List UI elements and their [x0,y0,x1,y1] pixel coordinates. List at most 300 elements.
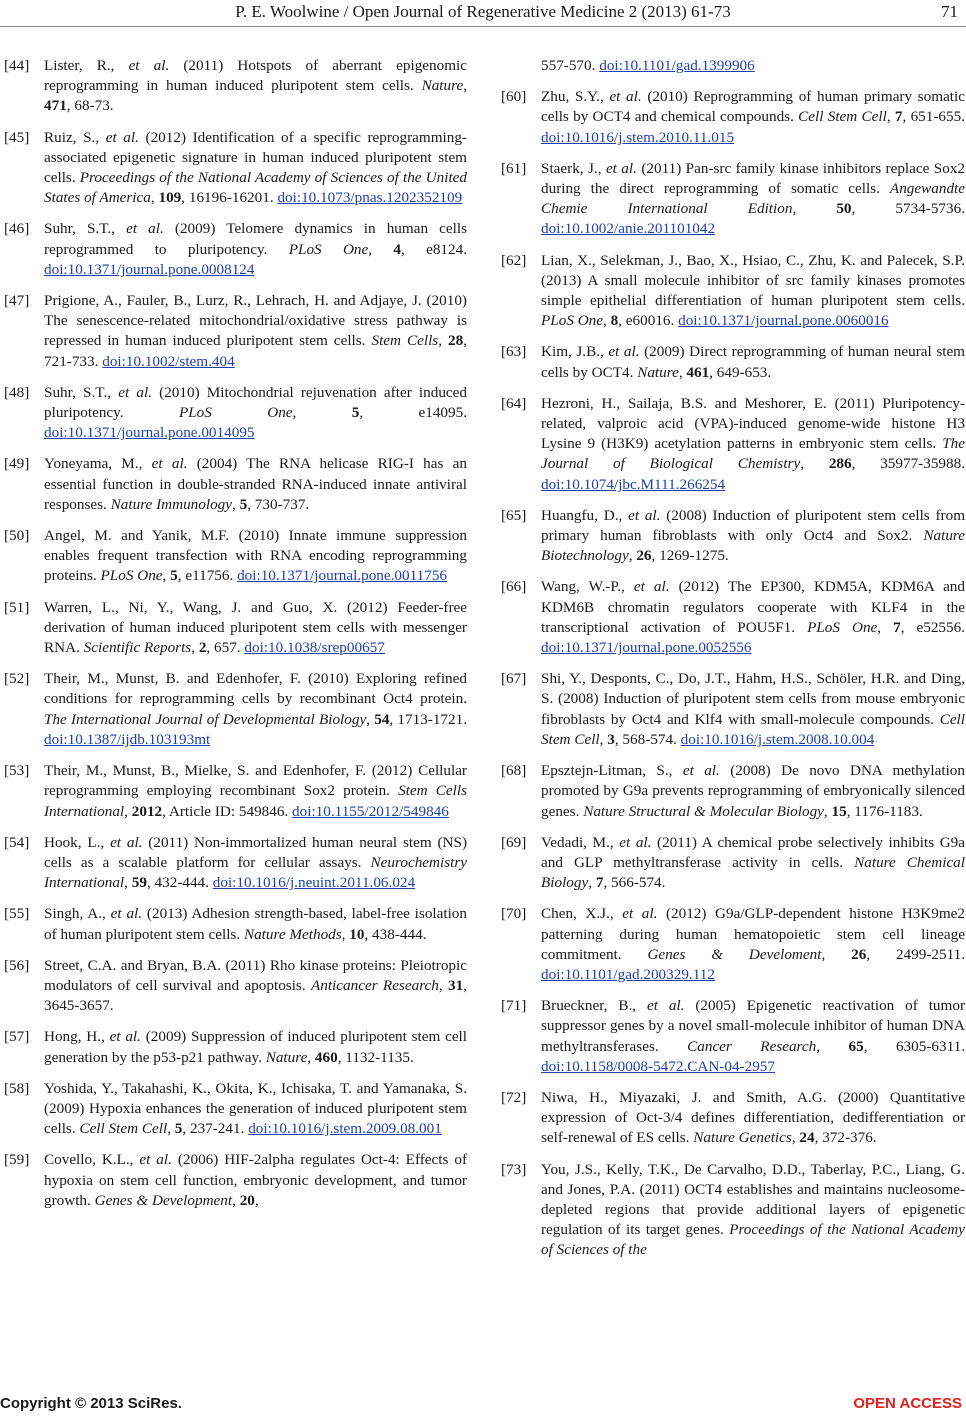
reference-text-segment: Staerk, J., [541,159,606,177]
doi-link[interactable]: doi:10.1387/ijdb.103193mt [44,730,211,748]
reference-number: [66] [501,578,527,596]
reference-text-segment: , 730-737. [247,495,310,513]
references-right-column [501,56,965,1272]
reference-entry [4,1079,467,1140]
journal-title: Angewandte Chemie International Edition [541,180,965,218]
journal-title: PLoS One [288,240,369,258]
reference-text-segment: , [800,455,829,473]
volume-number: 50 [836,200,852,218]
reference-text-segment: , [167,1120,175,1138]
reference-text [541,996,965,1077]
reference-number: [64] [501,394,527,412]
reference-number: [56] [4,956,30,974]
reference-text-segment: (2012) G9a/GLP-dependent histone H3K9me2 patterning during human hematopoietic stem cell lineage commitment. [541,905,965,963]
reference-text [44,56,467,117]
journal-title: The Journal of Biological Chemistry [541,435,965,473]
reference-entry [501,394,965,495]
doi-link[interactable]: doi:10.1371/journal.pone.0008124 [44,260,255,278]
reference-entry [501,1088,965,1149]
reference-number: [57] [4,1028,30,1046]
journal-title: et al. [110,905,143,923]
volume-number: 5 [351,404,360,422]
journal-title: et al. [646,997,685,1015]
journal-title: Genes & Development [94,1191,233,1209]
journal-title: et al. [622,905,658,923]
reference-text-segment: (2013) Adhesion strength-based, label-free isolation of human pluripotent stem cells. [44,905,467,943]
reference-text-segment: Singh, A., [44,905,111,923]
reference-entry [501,1160,965,1261]
journal-title: Nature [637,363,679,381]
reference-text-segment: , 438-444. [364,925,427,943]
reference-text-segment: , e52556. [900,618,965,636]
doi-link[interactable]: doi:10.1074/jbc.M111.266254 [541,475,726,493]
reference-entry [501,577,965,658]
volume-number: 471 [44,97,67,115]
journal-title: et al. [633,578,670,596]
reference-number: [51] [4,598,30,616]
reference-text-segment: , [816,1037,849,1055]
reference-number: [58] [4,1079,30,1097]
reference-entry [4,956,467,1017]
reference-text-segment: Kim, J.B., [541,343,609,361]
reference-text-segment: , [599,730,608,748]
doi-link[interactable]: doi:10.1073/pnas.1202352109 [277,189,463,207]
reference-text-segment: , [821,945,852,963]
journal-title: Cell Stem Cell [79,1120,168,1138]
reference-text-segment: (2010) Reprogramming of human primary somatic cells by OCT4 and chemical compounds. [541,88,965,126]
page-footer [0,1395,966,1417]
volume-number: 3 [607,730,615,748]
reference-entry [4,669,467,750]
journal-title: et al. [118,383,152,401]
journal-title: et al. [619,833,652,851]
reference-text-segment: , [886,108,895,126]
copyright-notice: Copyright © 2013 SciRes. [0,1395,182,1412]
reference-text-segment: Vedadi, M., [541,833,620,851]
reference-number: [65] [501,506,527,524]
journal-title: Stem Cells International [44,782,467,820]
doi-link[interactable]: doi:10.1016/j.stem.2010.11.015 [541,128,735,146]
volume-number: 5 [170,567,178,585]
reference-entry [4,291,467,372]
reference-text [44,526,467,587]
reference-entry [4,454,467,515]
reference-text-segment: , 3645-3657. [44,976,468,1015]
reference-text-segment: , [366,710,375,728]
journal-title: PLoS One [541,312,604,330]
reference-text-segment: , 1132-1135. [337,1048,414,1066]
reference-text-segment: , [232,1191,240,1209]
reference-text-segment: Street, C.A. and Bryan, B.A. (2011) Rho kinase proteins: Pleiotropic modulators of cell survival and apoptosis. [44,956,467,994]
journal-title: et al. [139,1151,172,1169]
doi-link[interactable]: doi:10.1016/j.stem.2008.10.004 [680,730,875,748]
reference-text-segment: Suhr, S.T., [44,220,127,238]
volume-number: 7 [894,108,903,126]
reference-text-segment: Lian, X., Selekman, J., Bao, X., Hsiao, C., Zhu, K. and Palecek, S.P. (2013) A small molecule inhibitor of src family kinases promotes simple epithelial differentiation of human pluripotent stem cells. [541,251,965,310]
reference-text-segment: , e11756. [177,567,238,585]
references-left-column [4,56,467,1222]
reference-text-segment: , 2499-2511. [866,945,965,963]
reference-text [44,128,467,209]
doi-link[interactable]: doi:10.1016/j.neuint.2011.06.024 [212,874,416,892]
reference-text-segment: Brueckner, B., [541,997,647,1015]
journal-title: Cell Stem Cell [798,108,887,126]
reference-text-segment: Prigione, A., Fauler, B., Lurz, R., Lehrach, H. and Adjaye, J. (2010) The senescence-related mitochondrial/oxidative stress pathway is repressed in human induced pluripotent stem cells. [44,292,467,350]
journal-title: Nature Methods [243,925,342,943]
reference-text [541,833,965,894]
volume-number: 65 [848,1037,864,1055]
reference-text-segment: , 657. [206,639,245,657]
journal-title: Cancer Research [687,1037,817,1055]
reference-text-segment: Their, M., Munst, B. and Edenhofer, F. (2010) Exploring refined conditions for reprogramming cells by recombinant Oct4 protein. [44,670,467,708]
journal-title: et al. [682,762,720,780]
reference-text-segment: , [588,874,596,892]
reference-text-segment: Huangfu, D., [541,506,629,524]
journal-title: Nature [421,77,464,95]
reference-text-segment: (2011) Non-immortalized human neural stem (NS) cells as a scalable platform for cellular assays. [44,833,468,871]
reference-text [44,219,467,280]
reference-entry [4,833,467,894]
volume-number: 8 [610,312,619,330]
page-number: 71 [941,2,958,21]
journal-title: PLoS One [100,567,163,585]
reference-number: [71] [501,997,527,1015]
volume-number: 54 [374,710,390,728]
volume-number: 26 [851,945,867,963]
journal-title: Proceedings of the National Academy of Sciences of the United States of America [44,169,467,207]
reference-number: [63] [501,343,527,361]
reference-text [44,598,467,659]
doi-link[interactable]: doi:10.1371/journal.pone.0060016 [678,312,889,330]
reference-text-segment: Angel, M. and Yanik, M.F. (2010) Innate immune suppression enables frequent transfection with RNA encoding reprogramming proteins. [44,527,467,585]
reference-text-segment: , 68-73. [66,97,114,115]
reference-text-segment: , 1713-1721. [389,710,468,728]
reference-text [44,1150,467,1211]
journal-title: Nature [265,1048,308,1066]
reference-text-segment: (2005) Epigenetic reactivation of tumor suppressor genes by a novel small-molecule inhibitor of human DNA methyltransferases. [541,997,965,1055]
doi-link[interactable]: doi:10.1101/gad.200329.112 [541,965,715,983]
reference-entry [4,526,467,587]
journal-title: et al. [151,455,188,473]
journal-title: et al. [605,159,637,177]
reference-entry [4,128,467,209]
reference-text [541,1160,965,1261]
journal-title: PLoS One [178,404,293,422]
reference-text-segment: Yoshida, Y., Takahashi, K., Okita, K., Ichisaka, T. and Yamanaka, S. (2009) Hypoxia enhances the generation of induced pluripotent stem cells. [44,1079,467,1138]
reference-text [44,761,467,822]
reference-text-segment: Wang, W.-P., [541,578,634,596]
reference-text-segment: Hong, H., [44,1028,110,1046]
reference-text [541,506,965,567]
volume-number: 4 [393,240,401,258]
reference-text-segment: , [368,240,394,258]
reference-number: [61] [501,159,527,177]
journal-title: Proceedings of the National Academy of Sciences of the [541,1221,965,1259]
journal-title: et al. [128,57,170,74]
reference-text-segment: , 372-376. [814,1129,877,1147]
reference-text-segment: , [438,332,449,350]
doi-link[interactable]: doi:10.1155/2012/549846 [292,802,449,820]
doi-link[interactable]: doi:10.1101/gad.1399906 [599,57,755,74]
reference-number: [73] [501,1160,527,1178]
reference-text-segment: , e14095. [359,404,467,422]
reference-entry [501,506,965,567]
journal-title: et al. [109,1028,141,1046]
reference-text [541,342,965,382]
reference-number: [49] [4,455,30,473]
reference-text [44,956,467,1017]
reference-text-segment: , 35977-35988. [851,455,965,473]
reference-number: [62] [501,251,527,269]
reference-text-segment: Chen, X.J., [541,905,623,923]
reference-number: [72] [501,1088,527,1106]
reference-number: [59] [4,1151,30,1169]
reference-text-segment: , [124,802,132,820]
reference-text-segment: , 16196-16201. [181,189,278,207]
journal-title: Neurochemistry International [44,853,467,892]
reference-text-segment: Lister, R., [44,57,129,74]
reference-text-segment: (2008) De novo DNA methylation promoted by G9a prevents reprogramming of embryonically silenced genes. [541,762,965,820]
reference-text-segment: Hook, L., [44,833,111,851]
reference-text-segment: Ruiz, S., [44,128,106,146]
running-header-title: P. E. Woolwine / Open Journal of Regenerative Medicine 2 (2013) 61-73 [235,2,731,21]
reference-text-segment: (2011) Pan-src family kinase inhibitors replace Sox2 during the direct reprogramming of somatic cells. [541,159,965,198]
volume-number: 460 [314,1048,338,1066]
reference-text [44,383,467,444]
volume-number: 461 [686,363,710,381]
reference-text-segment: 557-570. [541,57,600,74]
reference-entry [501,251,965,332]
journal-title: Anticancer Research [310,976,439,994]
volume-number: 7 [595,874,604,892]
reference-text-segment: (2010) Mitochondrial rejuvenation after induced pluripotency. [44,383,467,422]
volume-number: 59 [131,874,147,892]
journal-title: et al. [110,833,143,851]
journal-title: Stem Cells [371,332,439,350]
reference-text-segment: (2006) HIF-2alpha regulates Oct-4: Effects of hypoxia on stem cell function, embryonic development, and tumor growth. [44,1151,467,1209]
reference-number: [70] [501,905,527,923]
reference-text-segment: , Article ID: 549846. [162,802,293,820]
reference-text-segment: Their, M., Munst, B., Mielke, S. and Edenhofer, F. (2012) Cellular reprogramming employing recombinant Sox2 protein. [44,762,467,800]
reference-text-segment: (2011) A chemical probe selectively inhibits G9a and GLP methyltransferase activity in cells. [541,833,966,871]
reference-text [44,904,467,944]
reference-number: [52] [4,670,30,688]
reference-text-segment: , 237-241. [182,1120,249,1138]
reference-entry [4,1027,467,1067]
reference-text-segment: Covello, K.L., [44,1151,140,1169]
journal-title: Nature Chemical Biology [541,853,965,892]
reference-text-segment: Zhu, S.Y., [541,88,610,106]
journal-title: Cell Stem Cell [541,710,965,748]
reference-entry [501,669,965,750]
volume-number: 31 [448,976,464,994]
reference-text [44,454,467,515]
reference-text-segment: , [307,1048,315,1066]
reference-number: [47] [4,292,30,310]
reference-text [44,1027,467,1067]
reference-text-segment: , 568-574. [614,730,681,748]
journal-title: et al. [126,220,164,238]
reference-text-segment: , 432-444. [146,874,213,892]
reference-number: [60] [501,88,527,106]
doi-link[interactable]: doi:10.1002/stem.404 [102,352,235,370]
reference-entry [501,904,965,985]
doi-link[interactable]: doi:10.1002/anie.201101042 [541,220,716,238]
reference-text-segment: , [162,567,171,585]
reference-text-segment: , 651-655. [902,108,965,126]
reference-number: [46] [4,220,30,238]
volume-number: 2 [198,639,207,657]
reference-text-segment: (2009) Telomere dynamics in human cells reprogrammed to pluripotency. [44,220,467,258]
journal-title: Nature Genetics [693,1129,792,1147]
reference-number: [50] [4,527,30,545]
reference-entry [501,159,965,240]
reference-text-segment: , [603,312,611,330]
reference-text [541,761,965,822]
reference-text-segment: , [150,189,159,207]
reference-text-segment: (2008) Induction of pluripotent stem cells from primary human fibroblasts with only Oct4 and Sox2. [541,506,966,545]
reference-text-segment: Suhr, S.T., [44,383,119,401]
reference-text [541,577,965,658]
doi-link[interactable]: doi:10.1158/0008-5472.CAN-04-2957 [541,1057,775,1075]
doi-link[interactable]: doi:10.1371/journal.pone.0014095 [44,424,255,442]
volume-number: 109 [158,189,182,207]
reference-entry [501,87,965,148]
reference-text [541,87,965,148]
volume-number: 286 [828,455,852,473]
reference-text-segment: , 1176-1183. [846,802,923,820]
reference-entry [4,383,467,444]
reference-text-segment: , 721-733. [44,332,468,370]
open-access-label: OPEN ACCESS [853,1395,962,1412]
reference-text-segment: (2004) The RNA helicase RIG-I has an essential function in double-stranded RNA-induced innate antiviral responses. [44,455,468,513]
volume-number: 26 [636,547,652,565]
reference-entry [4,219,467,280]
reference-text-segment: Epsztejn-Litman, S., [541,762,683,780]
reference-text-segment: , [254,1191,259,1209]
reference-text [541,56,965,76]
reference-entry [501,342,965,382]
doi-link[interactable]: doi:10.1016/j.stem.2009.08.001 [248,1120,442,1138]
reference-entry [4,1150,467,1211]
reference-entry [501,761,965,822]
reference-text-segment: , 649-653. [709,363,772,381]
reference-entry [501,833,965,894]
journal-title: Nature Structural & Molecular Biology [583,802,824,820]
journal-title: et al. [608,343,640,361]
reference-text-segment: Yoneyama, M., [44,455,152,473]
reference-text-segment: (2011) Hotspots of aberrant epigenomic reprogramming in human induced pluripotent stem cells. [44,57,467,95]
reference-number: [45] [4,128,30,146]
volume-number: 24 [799,1129,815,1147]
volume-number: 28 [448,332,464,350]
reference-text-segment: , [791,1129,800,1147]
reference-text-segment: , [823,802,832,820]
reference-text [541,669,965,750]
reference-number: [54] [4,833,30,851]
volume-number: 7 [893,618,901,636]
journal-title: et al. [105,128,139,146]
reference-number: [44] [4,57,30,74]
reference-text-segment: , e60016. [618,312,679,330]
reference-entry [4,904,467,944]
reference-number: [67] [501,670,527,688]
journal-title: The International Journal of Developmental Biology [44,710,367,728]
reference-number: [53] [4,762,30,780]
reference-text [541,251,965,332]
reference-text-segment: (2009) Direct reprogramming of human neural stem cells by OCT4. [541,343,965,381]
reference-text-segment: , [232,495,240,513]
reference-entry [4,761,467,822]
journal-title: et al. [628,506,661,524]
reference-text-segment: (2009) Suppression of induced pluripotent stem cell generation by the p53-p21 pathway. [44,1028,467,1066]
reference-text-segment: , [877,618,894,636]
volume-number: 10 [349,925,365,943]
reference-number: [69] [501,833,527,851]
reference-number: [68] [501,762,527,780]
journal-title: Nature Immunology [110,495,233,513]
journal-title: et al. [609,88,642,106]
volume-number: 20 [239,1191,255,1209]
reference-text-segment: Hezroni, H., Sailaja, B.S. and Meshorer, E. (2011) Pluripotency-related, valproic acid (VPA)-induced genome-wide histone H3 Lysine 9 (H3K9) acetylation patterns in embryonic stem cells. [541,394,965,453]
reference-text [44,1079,467,1140]
reference-text-segment: , [341,925,350,943]
reference-text-segment: , 1269-1275. [651,547,729,565]
volume-number: 5 [174,1120,183,1138]
journal-title: Genes & Develoment [647,945,822,963]
reference-text-segment: , [191,639,199,657]
reference-entry [501,56,965,76]
reference-text-segment: , [124,874,132,892]
reference-text-segment: , [463,77,467,95]
reference-text [44,833,467,894]
doi-link[interactable]: doi:10.1038/srep00657 [244,639,385,657]
reference-text-segment: Warren, L., Ni, Y., Wang, J. and Guo, X. (2012) Feeder-free derivation of human induced pluripotent stem cells with messenger RNA. [44,598,467,657]
reference-text-segment: , 566-574. [603,874,666,892]
reference-text-segment: , 5734-5736. [851,200,966,218]
reference-text-segment: , 6305-6311. [863,1037,966,1055]
reference-text-segment: Niwa, H., Miyazaki, J. and Smith, A.G. (2000) Quantitative expression of Oct-3/4 defines differentiation, dedifferentiation or self-renewal of ES cells. [541,1088,965,1147]
reference-text-segment: , e8124. [400,240,468,258]
reference-number: [48] [4,383,30,401]
doi-link[interactable]: doi:10.1371/journal.pone.0052556 [541,639,752,657]
reference-text [541,394,965,495]
reference-text-segment: Shi, Y., Desponts, C., Do, J.T., Hahm, H.S., Schöler, H.R. and Ding, S. (2008) Induction of pluripotent stem cells from mouse embryonic fibroblasts by Oct4 and Klf4 with small-molecule compounds. [541,670,965,728]
volume-number: 15 [831,802,847,820]
reference-entry [4,56,467,117]
reference-text [541,1088,965,1149]
reference-text [541,904,965,985]
reference-text [541,159,965,240]
reference-text [44,669,467,750]
reference-text-segment: , [438,976,449,994]
reference-text-segment: , [678,363,687,381]
volume-number: 5 [239,495,248,513]
reference-number: [55] [4,905,30,923]
reference-text-segment: (2012) The EP300, KDM5A, KDM6A and KDM6B chromatin regulators cooperate with KLF4 in the transcriptional activation of POU5F1. [541,578,965,636]
volume-number: 2012 [131,802,163,820]
doi-link[interactable]: doi:10.1371/journal.pone.0011756 [237,567,448,585]
reference-text-segment: (2012) Identification of a specific reprogramming-associated epigenetic signature in human induced pluripotent stem cells. [44,128,467,187]
reference-entry [501,996,965,1077]
reference-text-segment: , [628,547,637,565]
running-header [0,0,966,27]
reference-text [44,291,467,372]
journal-title: PLoS One [807,618,878,636]
reference-text-segment: , [292,404,352,422]
journal-title: Scientific Reports [83,639,192,657]
journal-title: Nature Biotechnology [541,527,965,565]
